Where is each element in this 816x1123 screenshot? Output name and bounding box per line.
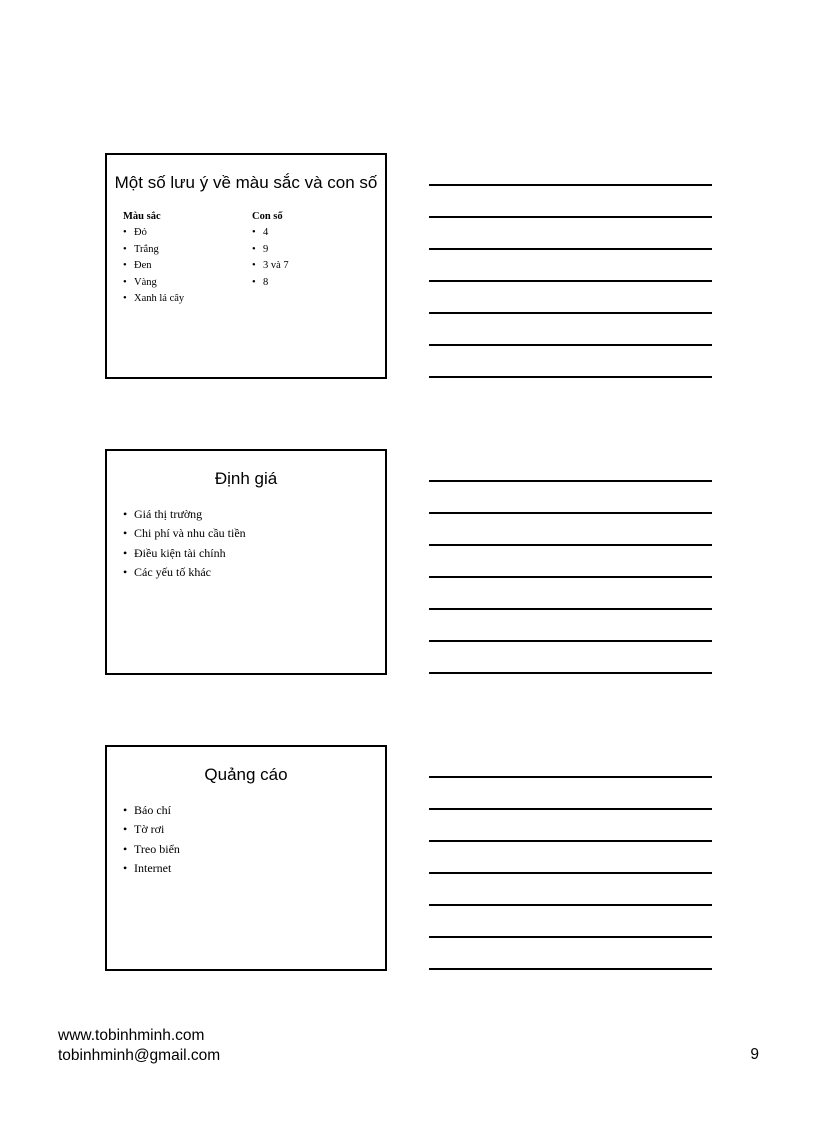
page-number: 9 bbox=[750, 1046, 759, 1063]
note-line bbox=[429, 808, 712, 810]
list-item: • Báo chí bbox=[123, 801, 180, 820]
footer-email: tobinhminh@gmail.com bbox=[58, 1047, 221, 1064]
slide-colors-numbers bbox=[105, 153, 387, 379]
slide-title: Một số lưu ý về màu sắc và con số bbox=[114, 173, 378, 192]
list-item: • 3 và 7 bbox=[252, 258, 289, 275]
slide-title: Định giá bbox=[214, 469, 278, 488]
list-item: • Đen bbox=[123, 258, 252, 275]
bullet-list bbox=[123, 505, 246, 582]
note-line bbox=[429, 248, 712, 250]
footer-website: www.tobinhminh.com bbox=[58, 1027, 205, 1044]
column-heading: Con số bbox=[252, 211, 283, 222]
slide-pricing bbox=[105, 449, 387, 675]
list-item: • Tờ rơi bbox=[123, 820, 180, 839]
note-line bbox=[429, 968, 712, 970]
note-line bbox=[429, 672, 712, 674]
list-item: • Đỏ bbox=[123, 225, 252, 242]
list-item: • Treo biển bbox=[123, 840, 180, 859]
note-line bbox=[429, 376, 712, 378]
list-item: • 4 bbox=[252, 225, 289, 242]
numbers-column bbox=[252, 211, 289, 308]
note-line bbox=[429, 872, 712, 874]
bullet-list bbox=[123, 801, 180, 878]
note-line bbox=[429, 936, 712, 938]
note-line bbox=[429, 184, 712, 186]
list-item: • Xanh lá cây bbox=[123, 291, 252, 308]
list-item: • Trắng bbox=[123, 242, 252, 259]
note-line bbox=[429, 344, 712, 346]
list-item: • 9 bbox=[252, 242, 289, 259]
note-line bbox=[429, 608, 712, 610]
list-item: • Vàng bbox=[123, 275, 252, 292]
note-line bbox=[429, 576, 712, 578]
slide-title: Quảng cáo bbox=[204, 765, 288, 784]
list-item: • Internet bbox=[123, 859, 180, 878]
slide-advertising bbox=[105, 745, 387, 971]
note-line bbox=[429, 776, 712, 778]
colors-column bbox=[123, 211, 252, 308]
note-line bbox=[429, 544, 712, 546]
list-item: • 8 bbox=[252, 275, 289, 292]
slide-columns bbox=[123, 211, 375, 308]
note-line bbox=[429, 216, 712, 218]
note-line bbox=[429, 280, 712, 282]
list-item: • Các yếu tố khác bbox=[123, 563, 246, 582]
note-line bbox=[429, 840, 712, 842]
note-line bbox=[429, 512, 712, 514]
note-line bbox=[429, 904, 712, 906]
list-item: • Chi phí và nhu cầu tiền bbox=[123, 524, 246, 543]
list-item: • Điều kiện tài chính bbox=[123, 544, 246, 563]
list-item: • Giá thị trường bbox=[123, 505, 246, 524]
note-line bbox=[429, 480, 712, 482]
note-line bbox=[429, 640, 712, 642]
column-heading: Màu sắc bbox=[123, 211, 161, 222]
note-line bbox=[429, 312, 712, 314]
